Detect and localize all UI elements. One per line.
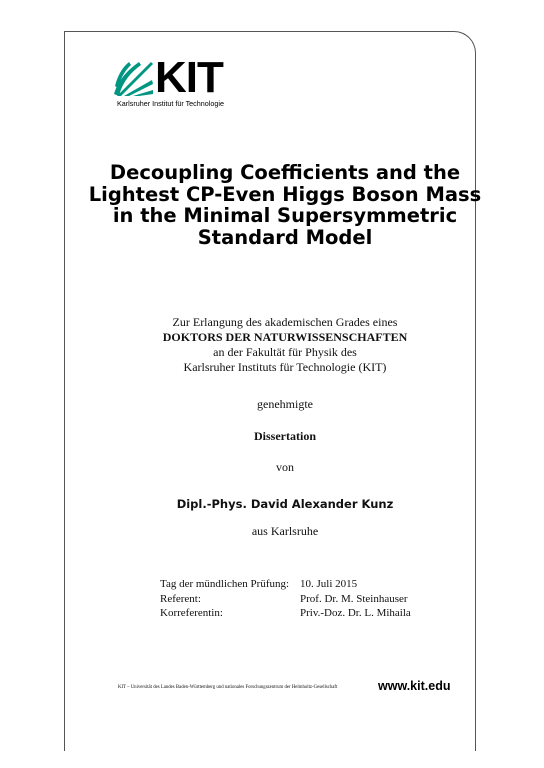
info-row [160,577,411,592]
intro-text [64,315,506,375]
page-frame [64,31,476,751]
title-line: Lightest CP-Even Higgs Boson Mass [88,182,482,206]
footer-institution: KIT – Universität des Landes Baden-Württemberg und nationales Forschungszentrum der Helmholtz-Gesellschaft [118,685,338,690]
info-row [160,592,411,607]
info-label: Korreferentin: [160,607,223,619]
author-origin: aus Karlsruhe [251,524,319,538]
document-title [64,162,506,248]
title-line: Standard Model [197,225,373,249]
info-label: Referent: [160,592,201,605]
by-label: von [276,460,294,474]
info-label: Tag der mündlichen Prüfung: [160,578,290,590]
author-name: Dipl.-Phys. David Alexander Kunz [176,497,394,511]
title-line: in the Minimal Supersymmetric [112,204,458,227]
info-value: Prof. Dr. M. Steinhauser [300,592,408,605]
logo-subtitle: Karlsruher Institut für Technologie [117,99,224,108]
dissertation-label: Dissertation [254,429,316,443]
info-value: 10. Juli 2015 [300,578,358,590]
degree-name: DOKTORS DER NATURWISSENSCHAFTEN [162,330,408,344]
title-line: Decoupling Coefficients and the [109,161,461,184]
intro-line: Zur Erlangung des akademischen Grades eines [172,315,398,329]
logo-wordmark: KIT [155,53,223,102]
approved-label: genehmigte [257,397,313,411]
intro-line: Karlsruher Instituts für Technologie (KIT) [183,360,387,374]
footer-url[interactable]: www.kit.edu [378,679,451,693]
kit-logo [113,53,233,112]
info-row [160,606,411,621]
intro-line: an der Fakultät für Physik des [213,345,357,359]
info-value: Priv.-Doz. Dr. L. Mihaila [300,607,411,619]
exam-info [160,577,411,621]
kit-fan-icon [113,56,153,96]
